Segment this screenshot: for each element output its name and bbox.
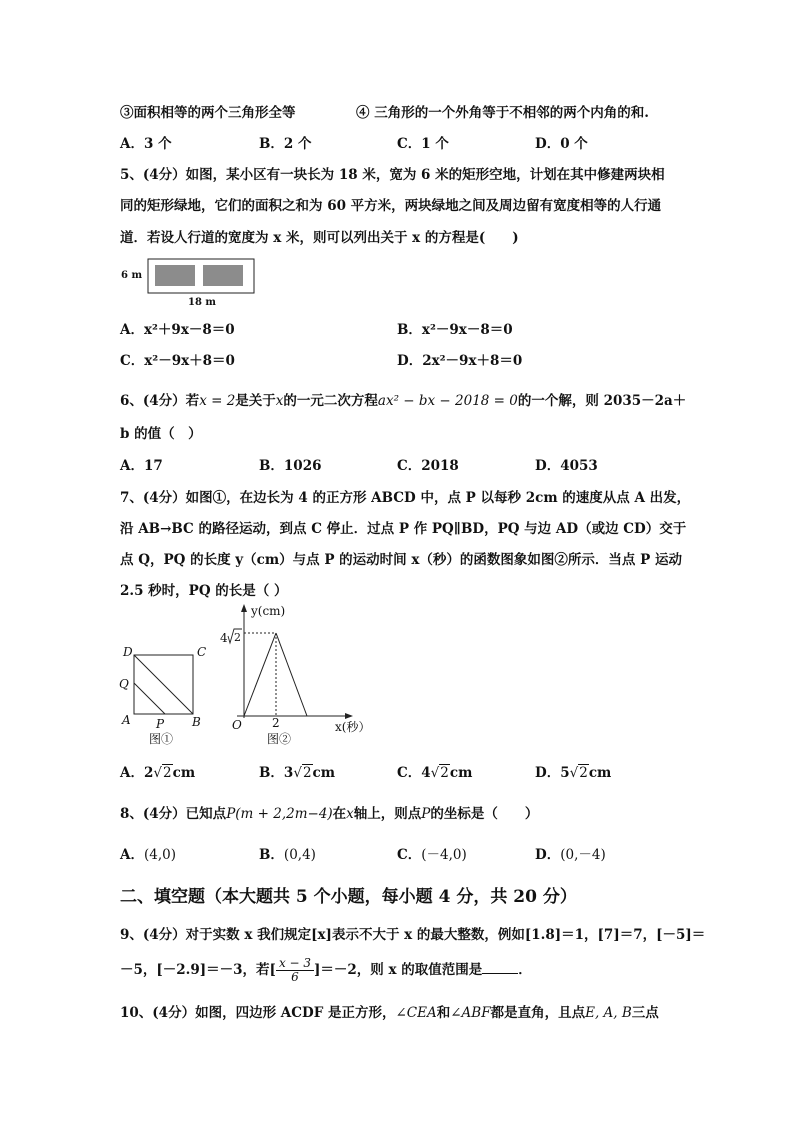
q4-option-d[interactable]: D．0 个 bbox=[535, 136, 588, 152]
q8-option-d[interactable]: D．(0,－4) bbox=[535, 847, 606, 863]
q7-graph-fall bbox=[276, 633, 307, 716]
q7-label-b: B bbox=[192, 715, 201, 729]
q9-fraction: $\frac{x - 3}{6}$ bbox=[276, 957, 314, 984]
q5-line-3: 道．若设人行道的宽度为 x 米，则可以列出关于 x 的方程是( ) bbox=[120, 230, 519, 246]
q7-label-q: Q bbox=[119, 677, 129, 691]
q6-line-2: b 的值（ ） bbox=[120, 426, 202, 442]
q6-line-1 bbox=[120, 392, 686, 410]
q7-y-label: y(cm) bbox=[251, 604, 286, 618]
q7-option-d[interactable]: D．5√2cm bbox=[535, 765, 612, 781]
q7-label-c: C bbox=[197, 645, 207, 659]
q6-option-d[interactable]: D．4053 bbox=[535, 458, 598, 474]
q10-prefix: 10、(4分）如图，四边形 ACDF 是正方形， bbox=[120, 1005, 396, 1021]
q7-line-3: 点 Q，PQ 的长度 y（cm）与点 P 的运动时间 x（秒）的函数图象如图②所示．当点 P 运动 bbox=[120, 552, 682, 568]
q6-condition: x = 2 bbox=[199, 393, 236, 409]
q4-statement-4: ④ 三角形的一个外角等于不相邻的两个内角的和. bbox=[356, 105, 649, 121]
q6-variable: x bbox=[275, 393, 284, 409]
q7-line-4: 2.5 秒时，PQ 的长是（ ） bbox=[120, 583, 288, 599]
q8-option-c[interactable]: C．(－4,0) bbox=[397, 847, 467, 863]
q8-line-1 bbox=[120, 805, 538, 823]
q8-mid-1: 在 bbox=[332, 806, 347, 822]
q9-line-2-b: ]＝－2，则 x 的取值范围是 bbox=[314, 962, 483, 978]
q10-mid: 和 bbox=[436, 1005, 451, 1021]
q7-option-a[interactable]: A．2√2cm bbox=[120, 765, 196, 781]
q7-ymax-rad: 2 bbox=[234, 631, 241, 644]
q7-line-1: 7、(4分）如图①，在边长为 4 的正方形 ABCD 中，点 P 以每秒 2cm 的速度从点 A 出发， bbox=[120, 490, 691, 506]
q9-line-1: 9、(4分）对于实数 x 我们规定[x]表示不大于 x 的最大整数，例如[1.8]＝1，[7]＝7，[－5]＝ bbox=[120, 927, 706, 943]
q7-segment-pq bbox=[134, 683, 165, 714]
q7-figure-2-caption: 图② bbox=[267, 732, 292, 746]
q6-suffix: 的一个解，则 2035－2a＋ bbox=[517, 393, 687, 409]
q7-x-axis-arrow bbox=[345, 713, 353, 719]
q9-answer-blank[interactable] bbox=[482, 961, 518, 974]
q5-lawn-left bbox=[155, 265, 195, 286]
q5-option-d[interactable]: D．2x²－9x＋8＝0 bbox=[397, 353, 523, 369]
q4-option-a[interactable]: A．3 个 bbox=[120, 136, 172, 152]
q7-ymax-coef: 4 bbox=[220, 631, 228, 645]
q6-mid-1: 是关于 bbox=[235, 393, 276, 409]
q6-option-a[interactable]: A．17 bbox=[120, 458, 163, 474]
q7-diagonal-bd bbox=[134, 655, 193, 714]
q7-figure-1 bbox=[115, 640, 215, 750]
q4-option-b[interactable]: B．2 个 bbox=[259, 136, 312, 152]
q4-statement-3: ③面积相等的两个三角形全等 bbox=[120, 105, 296, 121]
q6-prefix: 6、(4分）若 bbox=[120, 393, 200, 409]
q8-option-b[interactable]: B．(0,4) bbox=[259, 847, 316, 863]
q6-option-c[interactable]: C．2018 bbox=[397, 458, 459, 474]
q8-point: P(m + 2,2m−4) bbox=[226, 806, 333, 822]
q5-option-c[interactable]: C．x²－9x＋8＝0 bbox=[120, 353, 235, 369]
q7-label-a: A bbox=[122, 713, 131, 727]
q6-option-b[interactable]: B．1026 bbox=[259, 458, 322, 474]
q7-label-d: D bbox=[123, 645, 133, 659]
q4-option-c[interactable]: C．1 个 bbox=[397, 136, 449, 152]
q10-line-1 bbox=[120, 1004, 659, 1022]
q5-line-2: 同的矩形绿地，它们的面积之和为 60 平方米，两块绿地之间及周边留有宽度相等的人行通 bbox=[120, 198, 662, 214]
q7-figure-1-caption: 图① bbox=[149, 732, 174, 746]
q7-y-axis-arrow bbox=[241, 604, 247, 612]
q7-origin-label: O bbox=[232, 718, 242, 732]
q6-equation: ax² − bx − 2018 = 0 bbox=[377, 393, 518, 409]
q5-width-label: 6 m bbox=[121, 270, 143, 281]
q7-xtick-label: 2 bbox=[272, 716, 280, 730]
q10-angle-2: ∠ABF bbox=[450, 1005, 491, 1021]
q7-option-b[interactable]: B．3√2cm bbox=[259, 765, 336, 781]
q10-mid-2: 都是直角，且点 bbox=[490, 1005, 586, 1021]
q8-mid-2: 轴上，则点 bbox=[353, 806, 422, 822]
q6-mid-2: 的一元二次方程 bbox=[283, 393, 378, 409]
q5-option-a[interactable]: A．x²＋9x－8＝0 bbox=[120, 322, 235, 338]
q10-suffix: 三点 bbox=[631, 1005, 659, 1021]
q5-figure bbox=[118, 255, 263, 310]
q7-option-c[interactable]: C．4√2cm bbox=[397, 765, 473, 781]
q8-option-a[interactable]: A．(4,0) bbox=[120, 847, 176, 863]
q7-line-2: 沿 AB→BC 的路径运动，到点 C 停止．过点 P 作 PQ∥BD，PQ 与边 AD（或边 CD）交于 bbox=[120, 521, 687, 537]
q5-option-b[interactable]: B．x²－9x－8＝0 bbox=[397, 322, 513, 338]
q7-graph-rise bbox=[244, 633, 276, 716]
q8-axis: x bbox=[346, 806, 354, 822]
section-2-title: 二、填空题（本大题共 5 个小题，每小题 4 分，共 20 分） bbox=[120, 887, 577, 907]
q5-length-label: 18 m bbox=[188, 297, 216, 308]
q7-label-p: P bbox=[156, 717, 165, 731]
q9-line-2: －5，[－2.9]＝－3，若[ $\frac{x - 3}{6}$ ]＝－2，则 x 的取值范围是 ． bbox=[120, 956, 532, 984]
q8-prefix: 8、(4分）已知点 bbox=[120, 806, 227, 822]
q5-lawn-right bbox=[203, 265, 243, 286]
q9-line-2-a: －5，[－2.9]＝－3，若[ bbox=[120, 962, 276, 978]
q8-p: P bbox=[421, 806, 431, 822]
q5-line-1: 5、(4分）如图，某小区有一块长为 18 米，宽为 6 米的矩形空地，计划在其中修建两块相 bbox=[120, 167, 665, 183]
q8-suffix: 的坐标是（ ） bbox=[430, 806, 539, 822]
q10-angle-1: ∠CEA bbox=[395, 1005, 437, 1021]
q7-x-label: x(秒） bbox=[335, 720, 371, 734]
q7-figure-2 bbox=[215, 600, 385, 750]
q10-points: E, A, B bbox=[585, 1005, 632, 1021]
